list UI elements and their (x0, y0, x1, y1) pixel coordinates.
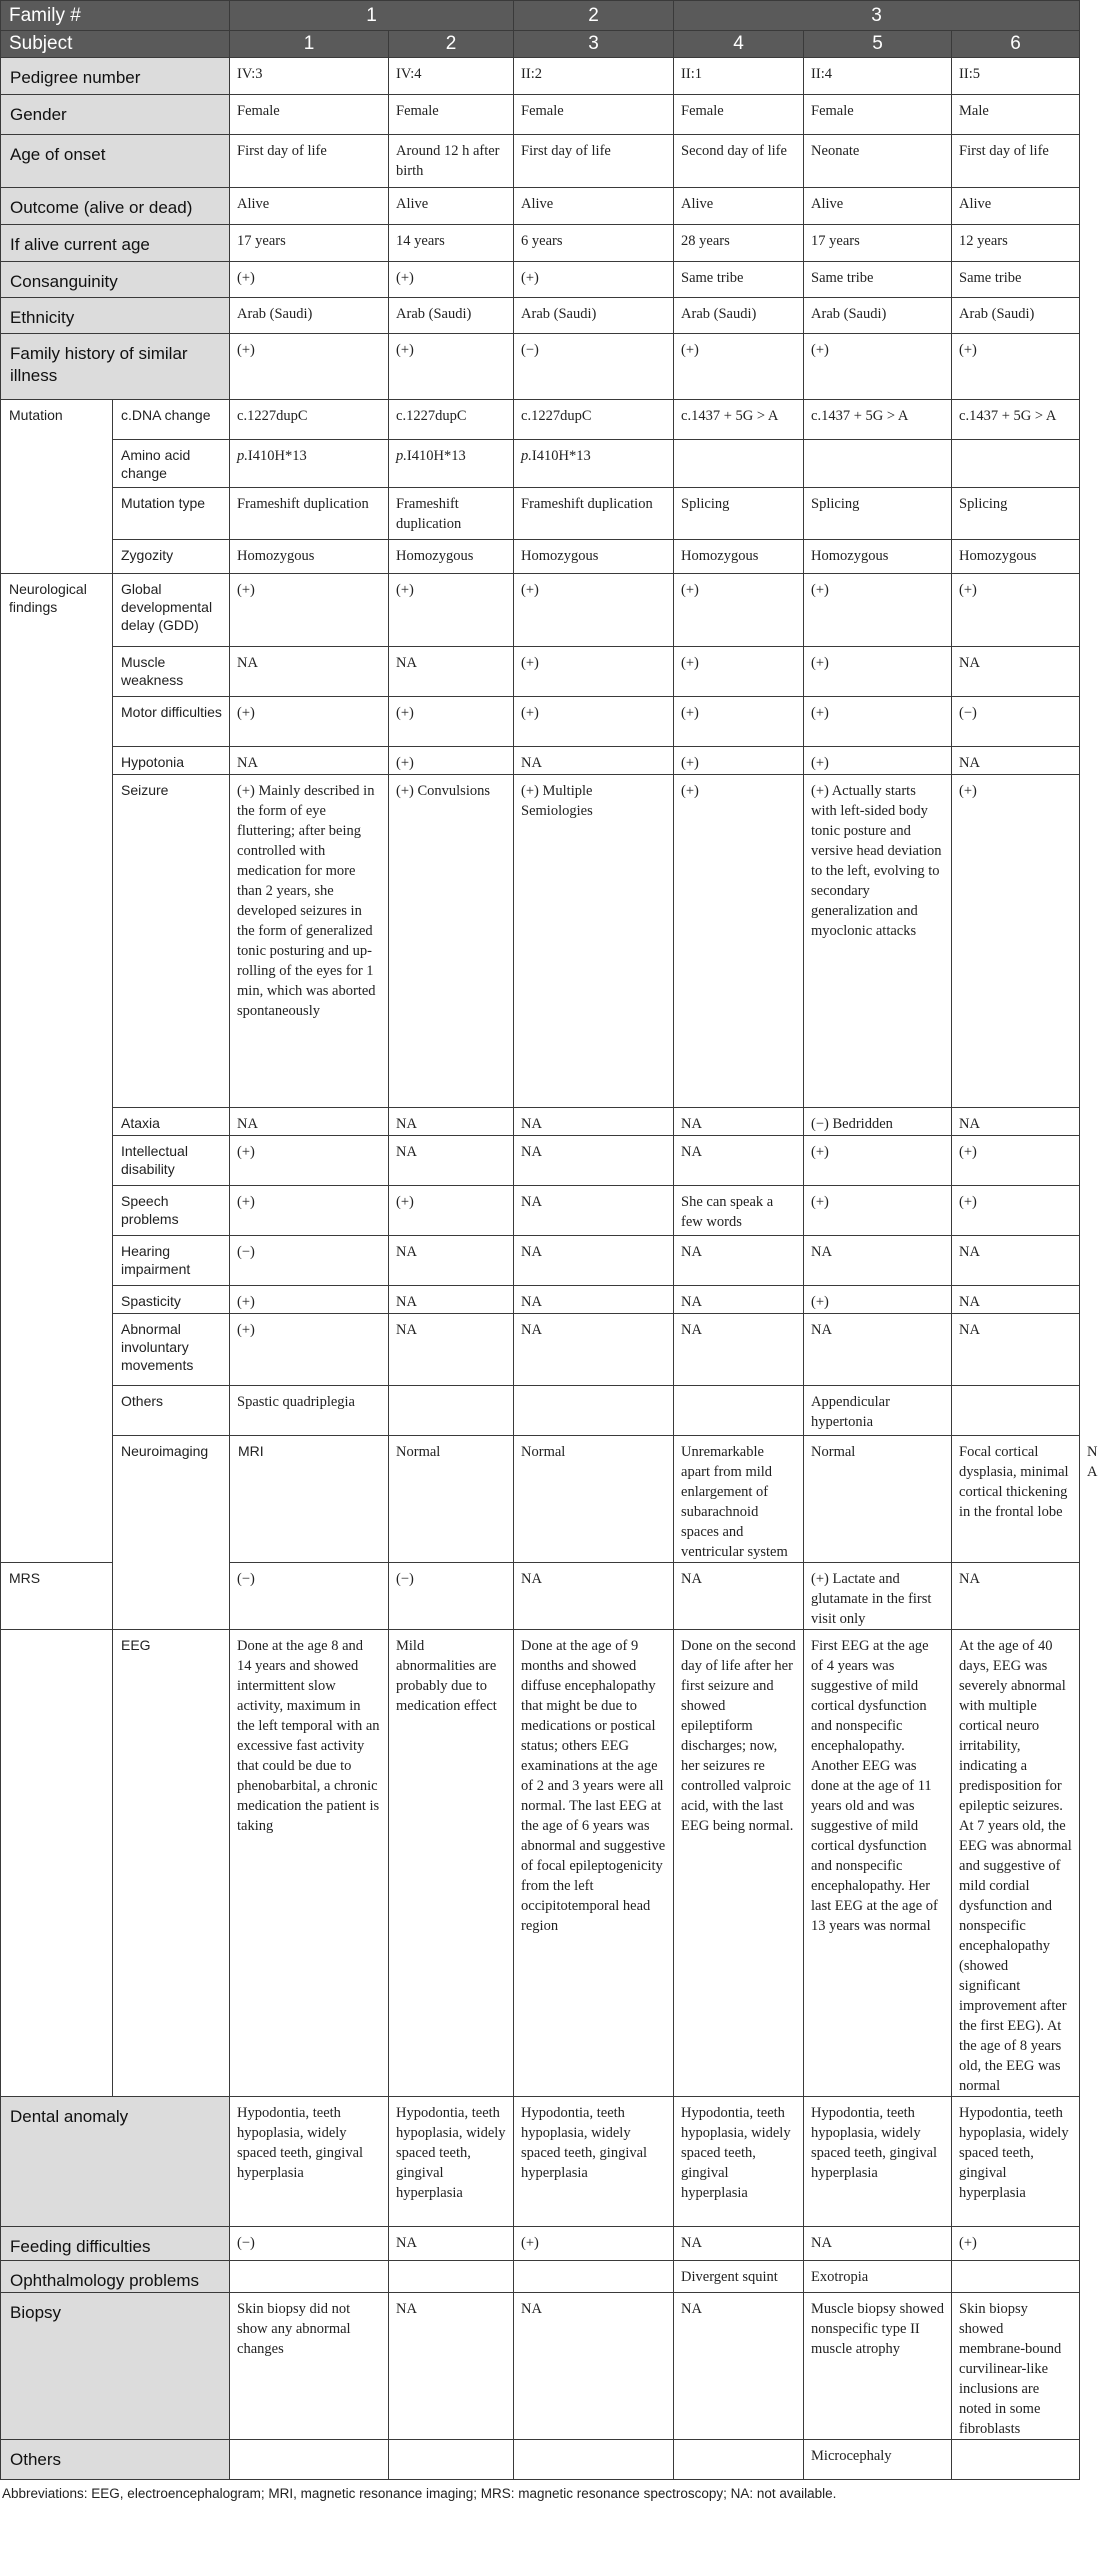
table-row (1, 1186, 1080, 1236)
table-row (1, 2440, 1080, 2480)
table-cell: NA (952, 1286, 1080, 1314)
table-cell (230, 440, 389, 488)
table-cell: Hypodontia, teeth hypoplasia, widely spaced teeth, gingival hyperplasia (514, 2097, 674, 2227)
table-cell: IV:3 (230, 58, 389, 95)
row-label: Dental anomaly (1, 2097, 230, 2227)
table-cell: NA (674, 1286, 804, 1314)
table-cell: (+) (230, 1314, 389, 1386)
table-cell: Female (230, 95, 389, 135)
table-cell: (+) (674, 334, 804, 400)
table-cell: (+) (514, 2227, 674, 2261)
table-cell (674, 440, 804, 488)
sub-label: Global developmental delay (GDD) (113, 574, 230, 647)
table-cell: Done on the second day of life after her first seizure and showed epileptiform discharges; now, her seizures re controlled valproic acid, with the last EEG being normal. (674, 1630, 804, 2097)
table-cell (389, 440, 514, 488)
table-row (1, 1386, 1080, 1436)
row-label: Feeding difficulties (1, 2227, 230, 2261)
table-cell: NA (514, 1314, 674, 1386)
sub-label: Speech problems (113, 1186, 230, 1236)
table-cell (230, 2440, 389, 2480)
table-cell: 6 years (514, 225, 674, 262)
table-cell: (+) (952, 2227, 1080, 2261)
table-cell: (+) (804, 747, 952, 775)
subject-header: 6 (952, 31, 1080, 58)
table-cell: NA (230, 647, 389, 697)
table-cell: (−) (230, 2227, 389, 2261)
row-label: Age of onset (1, 135, 230, 188)
subject-header: 2 (389, 31, 514, 58)
table-cell (674, 1386, 804, 1436)
table-row (1, 440, 1080, 488)
table-cell: c.1437 + 5G > A (674, 400, 804, 440)
table-cell: Arab (Saudi) (804, 298, 952, 334)
subject-header: 1 (230, 31, 389, 58)
table-cell: NA (389, 647, 514, 697)
subject-header-label: Subject (1, 31, 230, 58)
table-cell: Alive (389, 188, 514, 225)
table-cell: (+) (804, 647, 952, 697)
table-row (1, 488, 1080, 540)
table-row (1, 262, 1080, 298)
sub-label: EEG (113, 1630, 230, 2097)
table-cell: (+) (389, 697, 514, 747)
table-cell: NA (389, 1286, 514, 1314)
table-cell: At the age of 40 days, EEG was severely abnormal with multiple cortical neuro irritability, indicating a predisposition for epileptic seizures. At 7 years old, the EEG was abnormal and suggestive of mild cordial dysfunction and nonspecific encephalopathy (showed significant improvement after the first EEG). At the age of 8 years old, the EEG was normal (952, 1630, 1080, 2097)
table-cell: Neonate (804, 135, 952, 188)
table-cell: (+) Lactate and glutamate in the first visit only (804, 1563, 952, 1630)
table-cell (804, 440, 952, 488)
table-cell: (+) (674, 747, 804, 775)
table-cell: (−) (389, 1563, 514, 1630)
cell-text: I410H*13 (531, 448, 591, 464)
table-cell: NA (952, 1108, 1080, 1136)
table-cell: She can speak a few words (674, 1186, 804, 1236)
table-cell: Homozygous (389, 540, 514, 574)
table-cell: Splicing (952, 488, 1080, 540)
table-cell: 14 years (389, 225, 514, 262)
table-cell: Female (804, 95, 952, 135)
table-row (1, 334, 1080, 400)
table-cell: (+) (514, 647, 674, 697)
table-cell: Arab (Saudi) (230, 298, 389, 334)
sub-label: Spasticity (113, 1286, 230, 1314)
table-row (1, 2227, 1080, 2261)
row-label: Outcome (alive or dead) (1, 188, 230, 225)
table-row (1, 2097, 1080, 2227)
table-cell: (+) (952, 334, 1080, 400)
table-cell: 17 years (230, 225, 389, 262)
table-cell: (+) (674, 574, 804, 647)
table-cell (952, 2440, 1080, 2480)
table-row (1, 540, 1080, 574)
table-cell: (−) (230, 1236, 389, 1286)
subject-header: 4 (674, 31, 804, 58)
table-cell: Arab (Saudi) (674, 298, 804, 334)
table-cell: Alive (674, 188, 804, 225)
table-cell (389, 1386, 514, 1436)
table-cell: NA (674, 2227, 804, 2261)
table-cell: Normal (514, 1436, 674, 1563)
table-cell: 17 years (804, 225, 952, 262)
table-cell: NA (952, 1314, 1080, 1386)
table-cell: Female (514, 95, 674, 135)
table-cell: (−) (230, 1563, 389, 1630)
table-cell: Skin biopsy did not show any abnormal changes (230, 2293, 389, 2440)
row-label: Biopsy (1, 2293, 230, 2440)
table-cell: NA (674, 1563, 804, 1630)
protein-prefix: p. (521, 448, 532, 464)
table-cell: IV:4 (389, 58, 514, 95)
cell-text: I410H*13 (406, 448, 466, 464)
table-cell: Female (674, 95, 804, 135)
table-cell: Alive (514, 188, 674, 225)
table-cell: NA (514, 1136, 674, 1186)
family-3-header: 3 (674, 1, 1080, 31)
table-cell: Unremarkable apart from mild enlargement of subarachnoid spaces and ventricular system (674, 1436, 804, 1563)
table-cell: NA (514, 1108, 674, 1136)
table-cell: First day of life (952, 135, 1080, 188)
table-cell: Frameshift duplication (230, 488, 389, 540)
protein-prefix: p. (396, 448, 407, 464)
row-label: Ophthalmology problems (1, 2261, 230, 2293)
table-cell: NA (389, 2293, 514, 2440)
table-cell: Hypodontia, teeth hypoplasia, widely spaced teeth, gingival hyperplasia (804, 2097, 952, 2227)
row-label: Family history of similar illness (1, 334, 230, 400)
table-cell: Same tribe (804, 262, 952, 298)
table-cell: (+) (389, 747, 514, 775)
table-cell: NA (674, 1236, 804, 1286)
table-cell: NA (674, 1136, 804, 1186)
table-cell: (+) (230, 697, 389, 747)
cell-text: I410H*13 (247, 448, 307, 464)
row-label: Gender (1, 95, 230, 135)
table-cell (389, 2440, 514, 2480)
row-label: If alive current age (1, 225, 230, 262)
table-cell: (+) (952, 775, 1080, 1108)
table-row (1, 2293, 1080, 2440)
table-cell: Frameshift duplication (514, 488, 674, 540)
table-cell: Done at the age of 9 months and showed diffuse encephalopathy that might be due to medications or postical status; others EEG examinations at the age of 2 and 3 years were all normal. The last EEG at the age of 6 years was abnormal and suggestive of focal epileptogenicity from the left occipitotemporal head region (514, 1630, 674, 2097)
table-cell: (+) (674, 775, 804, 1108)
table-cell: Homozygous (230, 540, 389, 574)
sub-label: Hearing impairment (113, 1236, 230, 1286)
table-cell: NA (674, 1108, 804, 1136)
table-cell: NA (389, 1136, 514, 1186)
table-cell: (+) (230, 262, 389, 298)
table-row (1, 58, 1080, 95)
table-cell: NA (514, 1563, 674, 1630)
sub-label: Amino acid change (113, 440, 230, 488)
table-row (1, 135, 1080, 188)
table-cell: NA (514, 1186, 674, 1236)
table-row (1, 188, 1080, 225)
sub-label: Mutation type (113, 488, 230, 540)
table-cell: Microcephaly (804, 2440, 952, 2480)
table-cell: (+) (514, 697, 674, 747)
table-cell: (+) (389, 262, 514, 298)
table-cell: Around 12 h after birth (389, 135, 514, 188)
table-cell: (+) (514, 262, 674, 298)
table-cell: First day of life (514, 135, 674, 188)
table-cell: Same tribe (952, 262, 1080, 298)
table-cell: Appendicular hypertonia (804, 1386, 952, 1436)
sub-label: MRS (1, 1563, 113, 1630)
table-cell: Hypodontia, teeth hypoplasia, widely spaced teeth, gingival hyperplasia (389, 2097, 514, 2227)
table-cell: Female (389, 95, 514, 135)
table-cell: Arab (Saudi) (952, 298, 1080, 334)
table-row (1, 1108, 1080, 1136)
table-cell: (+) (514, 574, 674, 647)
sub-label: Abnormal involuntary movements (113, 1314, 230, 1386)
table-cell: NA (952, 1236, 1080, 1286)
table-cell: (+) Multiple Semiologies (514, 775, 674, 1108)
group-label (1, 1630, 113, 2097)
table-cell: c.1437 + 5G > A (804, 400, 952, 440)
sub-label: Muscle weakness (113, 647, 230, 697)
group-label: Neurological findings (1, 574, 113, 1563)
table-row (1, 298, 1080, 334)
table-cell: Normal (389, 1436, 514, 1563)
protein-prefix: p. (237, 448, 248, 464)
table-cell (952, 440, 1080, 488)
table-cell: Hypodontia, teeth hypoplasia, widely spaced teeth, gingival hyperplasia (230, 2097, 389, 2227)
table-cell: (−) (952, 697, 1080, 747)
table-cell: (+) (389, 334, 514, 400)
table-row (1, 775, 1080, 1108)
table-cell: Homozygous (674, 540, 804, 574)
table-cell: (+) (804, 574, 952, 647)
sub-label: Hypotonia (113, 747, 230, 775)
table-cell: Frameshift duplication (389, 488, 514, 540)
row-label: Others (1, 2440, 230, 2480)
sub-label: Zygozity (113, 540, 230, 574)
table-cell: Homozygous (952, 540, 1080, 574)
table-row (1, 1630, 1080, 2097)
table-cell: NA (952, 1563, 1080, 1630)
table-footnote: Abbreviations: EEG, electroencephalogram; MRI, magnetic resonance imaging; MRS: magnetic resonance spectroscopy; NA: not available. (2, 2486, 837, 2501)
table-cell: (−) Bedridden (804, 1108, 952, 1136)
table-cell: First EEG at the age of 4 years was suggestive of mild cortical dysfunction and nonspecific encephalopathy. Another EEG was done at the age of 11 years old and was suggestive of mild cortical dysfunction and nonspecific encephalopathy. Her last EEG at the age of 13 years was normal (804, 1630, 952, 2097)
table-cell: (+) Convulsions (389, 775, 514, 1108)
table-cell (514, 1386, 674, 1436)
family-2-header: 2 (514, 1, 674, 31)
table-cell: c.1227dupC (514, 400, 674, 440)
table-cell: Male (952, 95, 1080, 135)
table-cell: (+) (952, 1136, 1080, 1186)
table-cell: Divergent squint (674, 2261, 804, 2293)
table-cell: Hypodontia, teeth hypoplasia, widely spaced teeth, gingival hyperplasia (952, 2097, 1080, 2227)
table-cell: (+) (674, 647, 804, 697)
table-cell: (+) (952, 1186, 1080, 1236)
table-cell: II:5 (952, 58, 1080, 95)
table-cell (514, 2261, 674, 2293)
subject-header-row (1, 31, 1080, 58)
table-row (1, 1136, 1080, 1186)
table-cell: Skin biopsy showed membrane-bound curvilinear-like inclusions are noted in some fibroblasts (952, 2293, 1080, 2440)
family-header-row (1, 1, 1080, 31)
table-cell: Splicing (674, 488, 804, 540)
sub-label: Motor difficulties (113, 697, 230, 747)
table-cell (514, 2440, 674, 2480)
table-cell: Muscle biopsy showed nonspecific type II muscle atrophy (804, 2293, 952, 2440)
sub-label: MRI (230, 1436, 389, 1563)
table-cell: NA (804, 1314, 952, 1386)
table-cell (514, 440, 674, 488)
table-cell: (+) (804, 334, 952, 400)
table-cell: (−) (514, 334, 674, 400)
table-cell: Hypodontia, teeth hypoplasia, widely spaced teeth, gingival hyperplasia (674, 2097, 804, 2227)
table-cell: NA (674, 1314, 804, 1386)
table-cell: (+) (804, 1286, 952, 1314)
subject-header: 5 (804, 31, 952, 58)
sub-label: c.DNA change (113, 400, 230, 440)
table-cell: II:4 (804, 58, 952, 95)
table-row (1, 225, 1080, 262)
table-cell: Alive (230, 188, 389, 225)
table-cell: (+) Actually starts with left-sided body tonic posture and versive head deviation to the left, evolving to secondary generalization and myoclonic attacks (804, 775, 952, 1108)
table-cell: NA (514, 1236, 674, 1286)
group-label: Mutation (1, 400, 113, 574)
table-cell: NA (804, 1236, 952, 1286)
table-cell: (+) (230, 1136, 389, 1186)
table-cell: Done at the age 8 and 14 years and showed intermittent slow activity, maximum in the left temporal with an excessive fast activity that could be due to phenobarbital, a chronic medication the patient is taking (230, 1630, 389, 2097)
table-row (1, 95, 1080, 135)
table-cell: Homozygous (514, 540, 674, 574)
table-cell: Focal cortical dysplasia, minimal cortical thickening in the frontal lobe (952, 1436, 1080, 1563)
table-row (1, 647, 1080, 697)
table-cell (952, 2261, 1080, 2293)
table-cell: NA (389, 1108, 514, 1136)
table-cell: First day of life (230, 135, 389, 188)
table-cell: NA (952, 647, 1080, 697)
table-row (1, 1286, 1080, 1314)
table-cell: (+) (389, 574, 514, 647)
table-cell (952, 1386, 1080, 1436)
table-cell: Normal (804, 1436, 952, 1563)
table-cell: Splicing (804, 488, 952, 540)
table-row (1, 400, 1080, 440)
table-cell: NA (674, 2293, 804, 2440)
table-cell: (+) (230, 1186, 389, 1236)
table-row: Neuroimaging MRI Normal Normal Unremarkable apart from mild enlargement of subarachnoid spaces and ventricular system Normal Focal cortical dysplasia, minimal cortical thickening in the frontal lobe NA (1, 1436, 1080, 1563)
table-cell: c.1227dupC (389, 400, 514, 440)
table-cell: (+) (230, 1286, 389, 1314)
table-cell: Second day of life (674, 135, 804, 188)
table-row (1, 697, 1080, 747)
table-cell (230, 2261, 389, 2293)
table-cell: c.1227dupC (230, 400, 389, 440)
table-cell: Arab (Saudi) (514, 298, 674, 334)
table-cell: II:2 (514, 58, 674, 95)
table-cell: NA (230, 747, 389, 775)
table-cell: NA (952, 747, 1080, 775)
table-cell: NA (389, 2227, 514, 2261)
table-cell: (+) (804, 1186, 952, 1236)
table-cell: NA (514, 747, 674, 775)
subject-header: 3 (514, 31, 674, 58)
table-cell: c.1437 + 5G > A (952, 400, 1080, 440)
table-cell: NA (514, 1286, 674, 1314)
table-cell: II:1 (674, 58, 804, 95)
family-1-header: 1 (230, 1, 514, 31)
table-row (1, 574, 1080, 647)
sub-label: Ataxia (113, 1108, 230, 1136)
table-cell: (+) (952, 574, 1080, 647)
family-header-label: Family # (1, 1, 230, 31)
sub-label: Seizure (113, 775, 230, 1108)
sub-label: Others (113, 1386, 230, 1436)
table-cell: NA (514, 2293, 674, 2440)
table-cell: NA (389, 1314, 514, 1386)
table-cell: (+) (389, 1186, 514, 1236)
table-cell: (+) (804, 697, 952, 747)
table-row (1, 2261, 1080, 2293)
table-cell: Alive (804, 188, 952, 225)
table-cell: Homozygous (804, 540, 952, 574)
table-row (1, 1314, 1080, 1386)
table-row (1, 1236, 1080, 1286)
table-cell: Exotropia (804, 2261, 952, 2293)
table-row (1, 747, 1080, 775)
table-cell: (+) (230, 334, 389, 400)
sub-label: Intellectual disability (113, 1136, 230, 1186)
table-cell: NA (389, 1236, 514, 1286)
table-cell: Arab (Saudi) (389, 298, 514, 334)
table-cell: NA (230, 1108, 389, 1136)
row-label: Ethnicity (1, 298, 230, 334)
table-cell: NA (804, 2227, 952, 2261)
table-cell (674, 2440, 804, 2480)
table-cell: Spastic quadriplegia (230, 1386, 389, 1436)
table-cell: (+) Mainly described in the form of eye fluttering; after being controlled with medication for more than 2 years, she developed seizures in the form of generalized tonic posturing and up-rolling of the eyes for 1 min, which was aborted spontaneously (230, 775, 389, 1108)
table-cell: Mild abnormalities are probably due to medication effect (389, 1630, 514, 2097)
group-label: Neuroimaging (113, 1436, 230, 1630)
table-cell: Same tribe (674, 262, 804, 298)
table-cell: Alive (952, 188, 1080, 225)
table-cell: (+) (804, 1136, 952, 1186)
table-cell: (+) (674, 697, 804, 747)
table-cell: 28 years (674, 225, 804, 262)
table-cell (389, 2261, 514, 2293)
table-cell: (+) (230, 574, 389, 647)
row-label: Consanguinity (1, 262, 230, 298)
row-label: Pedigree number (1, 58, 230, 95)
table-cell: 12 years (952, 225, 1080, 262)
